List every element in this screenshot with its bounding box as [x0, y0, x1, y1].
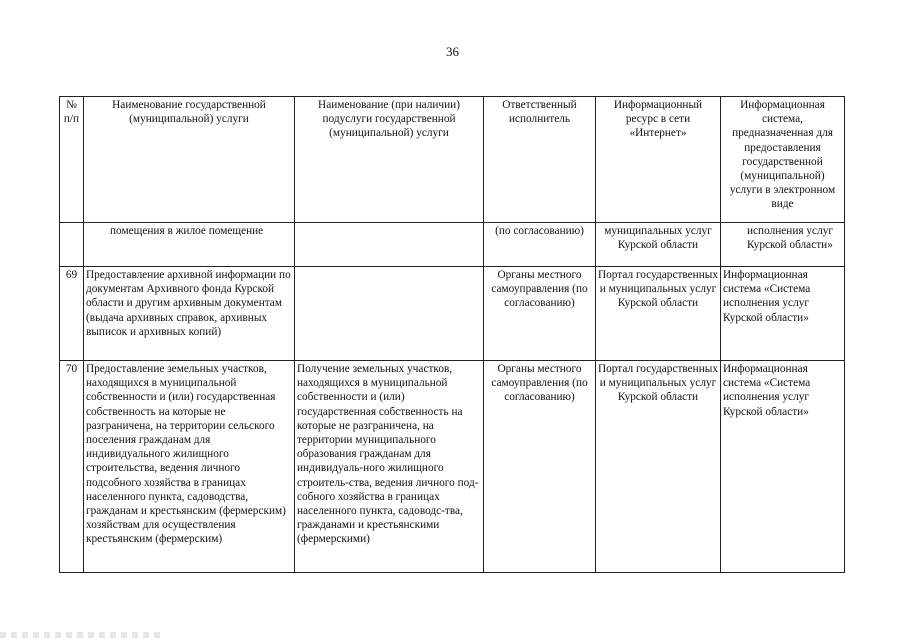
table-row-70 — [60, 361, 845, 573]
table-row-69 — [60, 267, 845, 361]
cell-system: исполнения услуг Курской области» — [721, 223, 845, 267]
services-table — [59, 96, 845, 573]
cell-system: Информационная система «Система исполнения услуг Курской области» — [721, 361, 845, 573]
header-internet-resource: Информационный ресурс в сети «Интернет» — [596, 97, 721, 223]
cell-number — [60, 223, 84, 267]
cell-resource: Портал государственных и муниципальных услуг Курской области — [596, 267, 721, 361]
header-service-name: Наименование государственной (муниципальной) услуги — [84, 97, 295, 223]
table-row-continuation — [60, 223, 845, 267]
cell-executor: Органы местного самоуправления (по согласованию) — [484, 361, 596, 573]
cell-resource: муниципальных услуг Курской области — [596, 223, 721, 267]
table-header-row — [60, 97, 845, 223]
scan-artifact — [0, 632, 160, 638]
cell-system: Информационная система «Система исполнения услуг Курской области» — [721, 267, 845, 361]
header-information-system: Информационная система, предназначенная для предоставления государственной (муниципальной) услуги в электронном виде — [721, 97, 845, 223]
cell-executor: (по согласованию) — [484, 223, 596, 267]
cell-subservice: Получение земельных участков, находящихся в муниципальной собственности и (или) государственная собственность на которые не разграничена, на территории муниципального образования гражданам для индивидуаль-ного жилищного строитель-ства, ведения личного под-собного хозяйства в границах населенного пункта, садоводс-тва, гражданами и крестьянскими (фермерскими) — [295, 361, 484, 573]
cell-service: Предоставление архивной информации по документам Архивного фонда Курской области и другим архивным документам (выдача архивных справок, архивных выписок и архивных копий) — [84, 267, 295, 361]
cell-service: помещения в жилое помещение — [84, 223, 295, 267]
header-subservice-name: Наименование (при наличии) подуслуги государственной (муниципальной) услуги — [295, 97, 484, 223]
header-number: № п/п — [60, 97, 84, 223]
cell-number: 70 — [60, 361, 84, 573]
cell-number: 69 — [60, 267, 84, 361]
page-number: 36 — [446, 44, 459, 59]
cell-subservice — [295, 267, 484, 361]
cell-executor: Органы местного самоуправления (по согласованию) — [484, 267, 596, 361]
header-executor: Ответственный исполнитель — [484, 97, 596, 223]
cell-service: Предоставление земельных участков, находящихся в муниципальной собственности и (или) государственная собственность на которые не разграничена, на территории сельского поселения гражданам для индивидуального жилищного строительства, ведения личного подсобного хозяйства в границах населенного пункта, садоводства, гражданам и крестьянским (фермерским) хозяйствам для осуществления крестьянским (фермерским) — [84, 361, 295, 573]
cell-subservice — [295, 223, 484, 267]
cell-resource: Портал государственных и муниципальных услуг Курской области — [596, 361, 721, 573]
